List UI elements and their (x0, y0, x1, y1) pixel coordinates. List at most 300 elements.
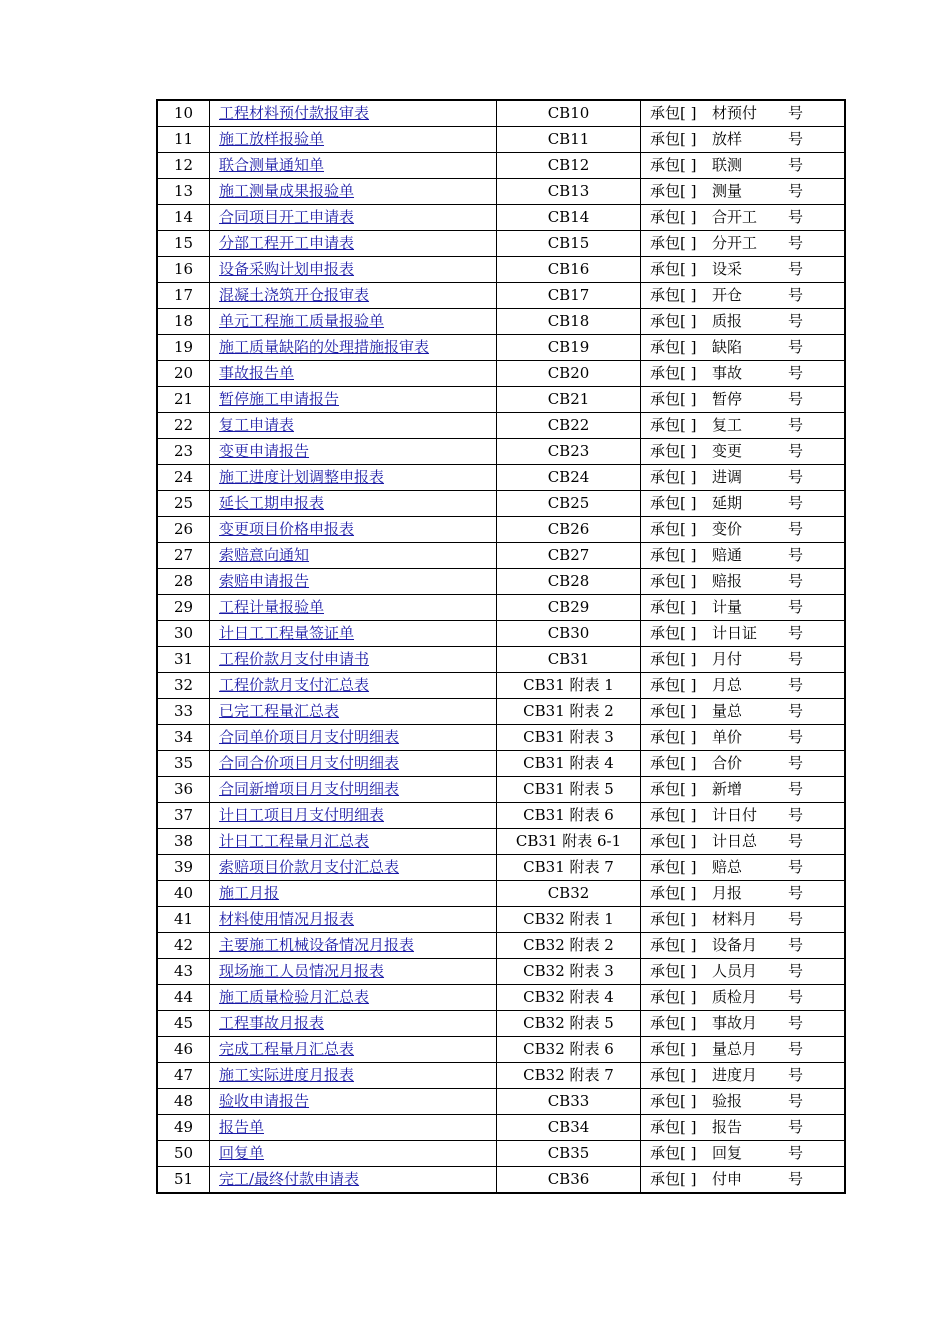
row-number: 46 (157, 1037, 210, 1063)
form-code: CB31 附表 4 (497, 751, 641, 777)
table-row (157, 205, 845, 231)
reference-abbreviation: 赔报 (712, 572, 743, 590)
form-name-link[interactable]: 索赔项目价款月支付汇总表 (219, 858, 400, 876)
form-code: CB32 附表 2 (497, 933, 641, 959)
reference-prefix: 承包[ ] (650, 234, 697, 252)
reference-abbreviation: 报告 (712, 1118, 743, 1136)
reference-prefix: 承包[ ] (650, 884, 697, 902)
form-name-link[interactable]: 施工质量检验月汇总表 (219, 988, 370, 1006)
row-number: 14 (157, 205, 210, 231)
reference-prefix: 承包[ ] (650, 1014, 697, 1032)
form-name-link[interactable]: 变更申请报告 (219, 442, 310, 460)
form-name-link[interactable]: 单元工程施工质量报验单 (219, 312, 385, 330)
row-number: 33 (157, 699, 210, 725)
reference-number-cell (641, 257, 846, 283)
reference-abbreviation: 设采 (712, 260, 743, 278)
reference-number-cell (641, 1167, 846, 1194)
table-row (157, 100, 845, 127)
row-number: 32 (157, 673, 210, 699)
form-code: CB32 (497, 881, 641, 907)
row-number: 38 (157, 829, 210, 855)
reference-abbreviation: 进度月 (712, 1066, 758, 1084)
form-name-link[interactable]: 施工测量成果报验单 (219, 182, 355, 200)
reference-prefix: 承包[ ] (650, 650, 697, 668)
reference-suffix: 号 (788, 858, 804, 876)
reference-suffix: 号 (788, 364, 804, 382)
table-row (157, 1115, 845, 1141)
table-row (157, 647, 845, 673)
table-row (157, 335, 845, 361)
form-name-link[interactable]: 施工进度计划调整申报表 (219, 468, 385, 486)
form-name-cell (210, 725, 497, 751)
form-name-link[interactable]: 已完工程量汇总表 (219, 702, 340, 720)
form-code: CB10 (497, 100, 641, 127)
form-name-cell (210, 985, 497, 1011)
form-name-cell (210, 803, 497, 829)
reference-number-cell (641, 933, 846, 959)
reference-number-cell (641, 127, 846, 153)
table-row (157, 569, 845, 595)
row-number: 48 (157, 1089, 210, 1115)
reference-suffix: 号 (788, 832, 804, 850)
reference-prefix: 承包[ ] (650, 416, 697, 434)
row-number: 18 (157, 309, 210, 335)
reference-number-cell (641, 413, 846, 439)
row-number: 41 (157, 907, 210, 933)
table-row (157, 309, 845, 335)
form-code: CB25 (497, 491, 641, 517)
form-name-link[interactable]: 工程计量报验单 (219, 598, 325, 616)
reference-abbreviation: 设备月 (712, 936, 758, 954)
reference-abbreviation: 放样 (712, 130, 743, 148)
reference-suffix: 号 (788, 520, 804, 538)
form-code: CB36 (497, 1167, 641, 1194)
table-row (157, 1063, 845, 1089)
table-row (157, 283, 845, 309)
reference-number-cell (641, 491, 846, 517)
reference-abbreviation: 新增 (712, 780, 743, 798)
table-row (157, 127, 845, 153)
form-name-cell (210, 231, 497, 257)
form-name-cell (210, 283, 497, 309)
form-name-cell (210, 335, 497, 361)
row-number: 11 (157, 127, 210, 153)
reference-prefix: 承包[ ] (650, 702, 697, 720)
form-code: CB21 (497, 387, 641, 413)
reference-abbreviation: 赔通 (712, 546, 743, 564)
reference-suffix: 号 (788, 182, 804, 200)
reference-number-cell (641, 1115, 846, 1141)
form-code: CB32 附表 6 (497, 1037, 641, 1063)
reference-abbreviation: 暂停 (712, 390, 743, 408)
table-row (157, 153, 845, 179)
form-name-cell (210, 361, 497, 387)
form-code: CB26 (497, 517, 641, 543)
reference-prefix: 承包[ ] (650, 910, 697, 928)
reference-number-cell (641, 1011, 846, 1037)
table-row (157, 1141, 845, 1167)
row-number: 24 (157, 465, 210, 491)
row-number: 31 (157, 647, 210, 673)
row-number: 43 (157, 959, 210, 985)
form-name-link[interactable]: 工程事故月报表 (219, 1014, 325, 1032)
row-number: 28 (157, 569, 210, 595)
table-row (157, 179, 845, 205)
reference-number-cell (641, 1141, 846, 1167)
form-name-link[interactable]: 设备采购计划申报表 (219, 260, 355, 278)
form-code: CB30 (497, 621, 641, 647)
row-number: 36 (157, 777, 210, 803)
form-name-cell (210, 777, 497, 803)
reference-number-cell (641, 959, 846, 985)
form-name-cell (210, 621, 497, 647)
reference-prefix: 承包[ ] (650, 1066, 697, 1084)
reference-abbreviation: 合开工 (712, 208, 758, 226)
reference-number-cell (641, 1037, 846, 1063)
reference-suffix: 号 (788, 598, 804, 616)
form-name-link[interactable]: 计日工工程量月汇总表 (219, 832, 370, 850)
reference-suffix: 号 (788, 1040, 804, 1058)
form-name-link[interactable]: 计日工项目月支付明细表 (219, 806, 385, 824)
form-name-link[interactable]: 材料使用情况月报表 (219, 910, 355, 928)
row-number: 16 (157, 257, 210, 283)
reference-abbreviation: 验报 (712, 1092, 743, 1110)
reference-prefix: 承包[ ] (650, 312, 697, 330)
row-number: 45 (157, 1011, 210, 1037)
reference-abbreviation: 材料月 (712, 910, 758, 928)
row-number: 25 (157, 491, 210, 517)
reference-suffix: 号 (788, 156, 804, 174)
reference-suffix: 号 (788, 676, 804, 694)
form-name-cell (210, 1063, 497, 1089)
form-code: CB12 (497, 153, 641, 179)
form-code: CB22 (497, 413, 641, 439)
reference-prefix: 承包[ ] (650, 780, 697, 798)
form-code: CB32 附表 3 (497, 959, 641, 985)
form-name-link[interactable]: 延长工期申报表 (219, 494, 325, 512)
form-name-link[interactable]: 报告单 (219, 1118, 265, 1136)
form-name-link[interactable]: 合同项目开工申请表 (219, 208, 355, 226)
reference-abbreviation: 联测 (712, 156, 743, 174)
table-row (157, 1167, 845, 1194)
form-name-cell (210, 829, 497, 855)
reference-prefix: 承包[ ] (650, 208, 697, 226)
form-code: CB27 (497, 543, 641, 569)
reference-suffix: 号 (788, 416, 804, 434)
form-code: CB15 (497, 231, 641, 257)
reference-abbreviation: 单价 (712, 728, 743, 746)
reference-prefix: 承包[ ] (650, 338, 697, 356)
reference-suffix: 号 (788, 442, 804, 460)
reference-number-cell (641, 907, 846, 933)
reference-suffix: 号 (788, 286, 804, 304)
reference-prefix: 承包[ ] (650, 390, 697, 408)
reference-abbreviation: 测量 (712, 182, 743, 200)
reference-abbreviation: 计量 (712, 598, 743, 616)
row-number: 39 (157, 855, 210, 881)
table-row (157, 439, 845, 465)
form-name-link[interactable]: 合同单价项目月支付明细表 (219, 728, 400, 746)
form-code: CB31 附表 1 (497, 673, 641, 699)
row-number: 29 (157, 595, 210, 621)
reference-prefix: 承包[ ] (650, 1170, 697, 1188)
reference-abbreviation: 计日证 (712, 624, 758, 642)
reference-number-cell (641, 647, 846, 673)
form-code: CB29 (497, 595, 641, 621)
form-code: CB17 (497, 283, 641, 309)
form-code: CB35 (497, 1141, 641, 1167)
reference-prefix: 承包[ ] (650, 364, 697, 382)
row-number: 13 (157, 179, 210, 205)
form-name-link[interactable]: 回复单 (219, 1144, 265, 1162)
reference-abbreviation: 材预付 (712, 104, 758, 122)
form-name-cell (210, 881, 497, 907)
table-row (157, 517, 845, 543)
form-name-link[interactable]: 索赔申请报告 (219, 572, 310, 590)
reference-prefix: 承包[ ] (650, 442, 697, 460)
form-name-cell (210, 517, 497, 543)
reference-suffix: 号 (788, 234, 804, 252)
form-name-link[interactable]: 施工放样报验单 (219, 130, 325, 148)
reference-abbreviation: 计日总 (712, 832, 758, 850)
reference-number-cell (641, 335, 846, 361)
reference-suffix: 号 (788, 910, 804, 928)
table-row (157, 881, 845, 907)
table-row (157, 257, 845, 283)
row-number: 35 (157, 751, 210, 777)
table-body (157, 100, 845, 1193)
form-name-cell (210, 751, 497, 777)
reference-prefix: 承包[ ] (650, 1118, 697, 1136)
form-name-link[interactable]: 暂停施工申请报告 (219, 390, 340, 408)
reference-number-cell (641, 1089, 846, 1115)
form-name-cell (210, 1167, 497, 1194)
reference-number-cell (641, 829, 846, 855)
form-code: CB31 附表 6 (497, 803, 641, 829)
reference-number-cell (641, 751, 846, 777)
form-code: CB33 (497, 1089, 641, 1115)
row-number: 21 (157, 387, 210, 413)
form-name-link[interactable]: 施工月报 (219, 884, 280, 902)
table-row (157, 1011, 845, 1037)
form-name-link[interactable]: 混凝土浇筑开仓报审表 (219, 286, 370, 304)
reference-suffix: 号 (788, 1144, 804, 1162)
form-name-link[interactable]: 验收申请报告 (219, 1092, 310, 1110)
reference-number-cell (641, 621, 846, 647)
form-name-link[interactable]: 索赔意向通知 (219, 546, 310, 564)
row-number: 42 (157, 933, 210, 959)
reference-number-cell (641, 153, 846, 179)
reference-abbreviation: 事故月 (712, 1014, 758, 1032)
row-number: 20 (157, 361, 210, 387)
reference-prefix: 承包[ ] (650, 468, 697, 486)
reference-suffix: 号 (788, 1066, 804, 1084)
reference-prefix: 承包[ ] (650, 572, 697, 590)
reference-abbreviation: 复工 (712, 416, 743, 434)
reference-number-cell (641, 439, 846, 465)
table-row (157, 543, 845, 569)
form-name-link[interactable]: 复工申请表 (219, 416, 295, 434)
reference-suffix: 号 (788, 390, 804, 408)
table-row (157, 959, 845, 985)
row-number: 49 (157, 1115, 210, 1141)
form-name-cell (210, 491, 497, 517)
form-name-link[interactable]: 完工/最终付款申请表 (219, 1170, 360, 1188)
reference-suffix: 号 (788, 650, 804, 668)
form-name-link[interactable]: 分部工程开工申请表 (219, 234, 355, 252)
reference-abbreviation: 计日付 (712, 806, 758, 824)
reference-abbreviation: 质检月 (712, 988, 758, 1006)
reference-prefix: 承包[ ] (650, 598, 697, 616)
reference-number-cell (641, 673, 846, 699)
table-row (157, 855, 845, 881)
reference-number-cell (641, 231, 846, 257)
table-row (157, 361, 845, 387)
row-number: 27 (157, 543, 210, 569)
reference-prefix: 承包[ ] (650, 130, 697, 148)
form-code: CB31 附表 3 (497, 725, 641, 751)
reference-number-cell (641, 1063, 846, 1089)
form-code: CB31 附表 2 (497, 699, 641, 725)
table-row (157, 699, 845, 725)
reference-suffix: 号 (788, 624, 804, 642)
form-name-link[interactable]: 工程材料预付款报审表 (219, 104, 370, 122)
reference-suffix: 号 (788, 1014, 804, 1032)
reference-prefix: 承包[ ] (650, 624, 697, 642)
reference-abbreviation: 开仓 (712, 286, 743, 304)
row-number: 44 (157, 985, 210, 1011)
reference-number-cell (641, 387, 846, 413)
reference-number-cell (641, 803, 846, 829)
reference-abbreviation: 月总 (712, 676, 743, 694)
reference-suffix: 号 (788, 1170, 804, 1188)
reference-abbreviation: 量总月 (712, 1040, 758, 1058)
form-name-cell (210, 205, 497, 231)
form-name-link[interactable]: 联合测量通知单 (219, 156, 325, 174)
form-name-link[interactable]: 事故报告单 (219, 364, 295, 382)
reference-abbreviation: 人员月 (712, 962, 758, 980)
form-name-link[interactable]: 合同新增项目月支付明细表 (219, 780, 400, 798)
form-name-link[interactable]: 施工质量缺陷的处理措施报审表 (219, 338, 430, 356)
reference-suffix: 号 (788, 260, 804, 278)
reference-abbreviation: 合价 (712, 754, 743, 772)
reference-abbreviation: 延期 (712, 494, 743, 512)
reference-number-cell (641, 985, 846, 1011)
reference-number-cell (641, 569, 846, 595)
row-number: 47 (157, 1063, 210, 1089)
table-row (157, 1089, 845, 1115)
reference-prefix: 承包[ ] (650, 754, 697, 772)
form-code: CB14 (497, 205, 641, 231)
form-name-link[interactable]: 合同合价项目月支付明细表 (219, 754, 400, 772)
reference-prefix: 承包[ ] (650, 962, 697, 980)
form-code: CB13 (497, 179, 641, 205)
form-code: CB31 (497, 647, 641, 673)
reference-prefix: 承包[ ] (650, 260, 697, 278)
reference-suffix: 号 (788, 780, 804, 798)
reference-prefix: 承包[ ] (650, 546, 697, 564)
form-name-link[interactable]: 计日工工程量签证单 (219, 624, 355, 642)
reference-prefix: 承包[ ] (650, 676, 697, 694)
reference-suffix: 号 (788, 312, 804, 330)
reference-suffix: 号 (788, 104, 804, 122)
reference-suffix: 号 (788, 728, 804, 746)
form-name-cell (210, 1089, 497, 1115)
reference-abbreviation: 变更 (712, 442, 743, 460)
form-name-cell (210, 309, 497, 335)
reference-abbreviation: 分开工 (712, 234, 758, 252)
reference-abbreviation: 缺陷 (712, 338, 743, 356)
table-row (157, 465, 845, 491)
reference-suffix: 号 (788, 936, 804, 954)
row-number: 34 (157, 725, 210, 751)
form-name-cell (210, 465, 497, 491)
reference-number-cell (641, 465, 846, 491)
reference-prefix: 承包[ ] (650, 936, 697, 954)
form-name-cell (210, 127, 497, 153)
form-name-link[interactable]: 变更项目价格申报表 (219, 520, 355, 538)
form-code: CB23 (497, 439, 641, 465)
reference-prefix: 承包[ ] (650, 832, 697, 850)
form-code: CB34 (497, 1115, 641, 1141)
reference-suffix: 号 (788, 468, 804, 486)
reference-prefix: 承包[ ] (650, 1040, 697, 1058)
row-number: 23 (157, 439, 210, 465)
reference-suffix: 号 (788, 338, 804, 356)
reference-prefix: 承包[ ] (650, 728, 697, 746)
row-number: 37 (157, 803, 210, 829)
reference-abbreviation: 进调 (712, 468, 743, 486)
reference-abbreviation: 月付 (712, 650, 743, 668)
form-name-link[interactable]: 完成工程量月汇总表 (219, 1040, 355, 1058)
form-name-cell (210, 699, 497, 725)
form-name-cell (210, 179, 497, 205)
table-row (157, 803, 845, 829)
form-code: CB18 (497, 309, 641, 335)
reference-prefix: 承包[ ] (650, 1092, 697, 1110)
row-number: 17 (157, 283, 210, 309)
form-name-link[interactable]: 施工实际进度月报表 (219, 1066, 355, 1084)
form-name-link[interactable]: 工程价款月支付汇总表 (219, 676, 370, 694)
form-code: CB32 附表 7 (497, 1063, 641, 1089)
reference-prefix: 承包[ ] (650, 104, 697, 122)
form-code: CB19 (497, 335, 641, 361)
form-name-cell (210, 959, 497, 985)
form-name-cell (210, 1115, 497, 1141)
form-name-link[interactable]: 现场施工人员情况月报表 (219, 962, 385, 980)
reference-abbreviation: 付申 (712, 1170, 743, 1188)
reference-number-cell (641, 361, 846, 387)
form-code: CB31 附表 5 (497, 777, 641, 803)
reference-abbreviation: 变价 (712, 520, 743, 538)
reference-suffix: 号 (788, 884, 804, 902)
table-row (157, 933, 845, 959)
reference-number-cell (641, 595, 846, 621)
form-name-cell (210, 1141, 497, 1167)
form-name-link[interactable]: 主要施工机械设备情况月报表 (219, 936, 415, 954)
table-row (157, 985, 845, 1011)
reference-abbreviation: 回复 (712, 1144, 743, 1162)
reference-suffix: 号 (788, 962, 804, 980)
table-row (157, 777, 845, 803)
form-name-cell (210, 413, 497, 439)
table-row (157, 387, 845, 413)
reference-abbreviation: 赔总 (712, 858, 743, 876)
form-code: CB31 附表 6-1 (497, 829, 641, 855)
form-code: CB24 (497, 465, 641, 491)
reference-number-cell (641, 543, 846, 569)
form-name-link[interactable]: 工程价款月支付申请书 (219, 650, 370, 668)
